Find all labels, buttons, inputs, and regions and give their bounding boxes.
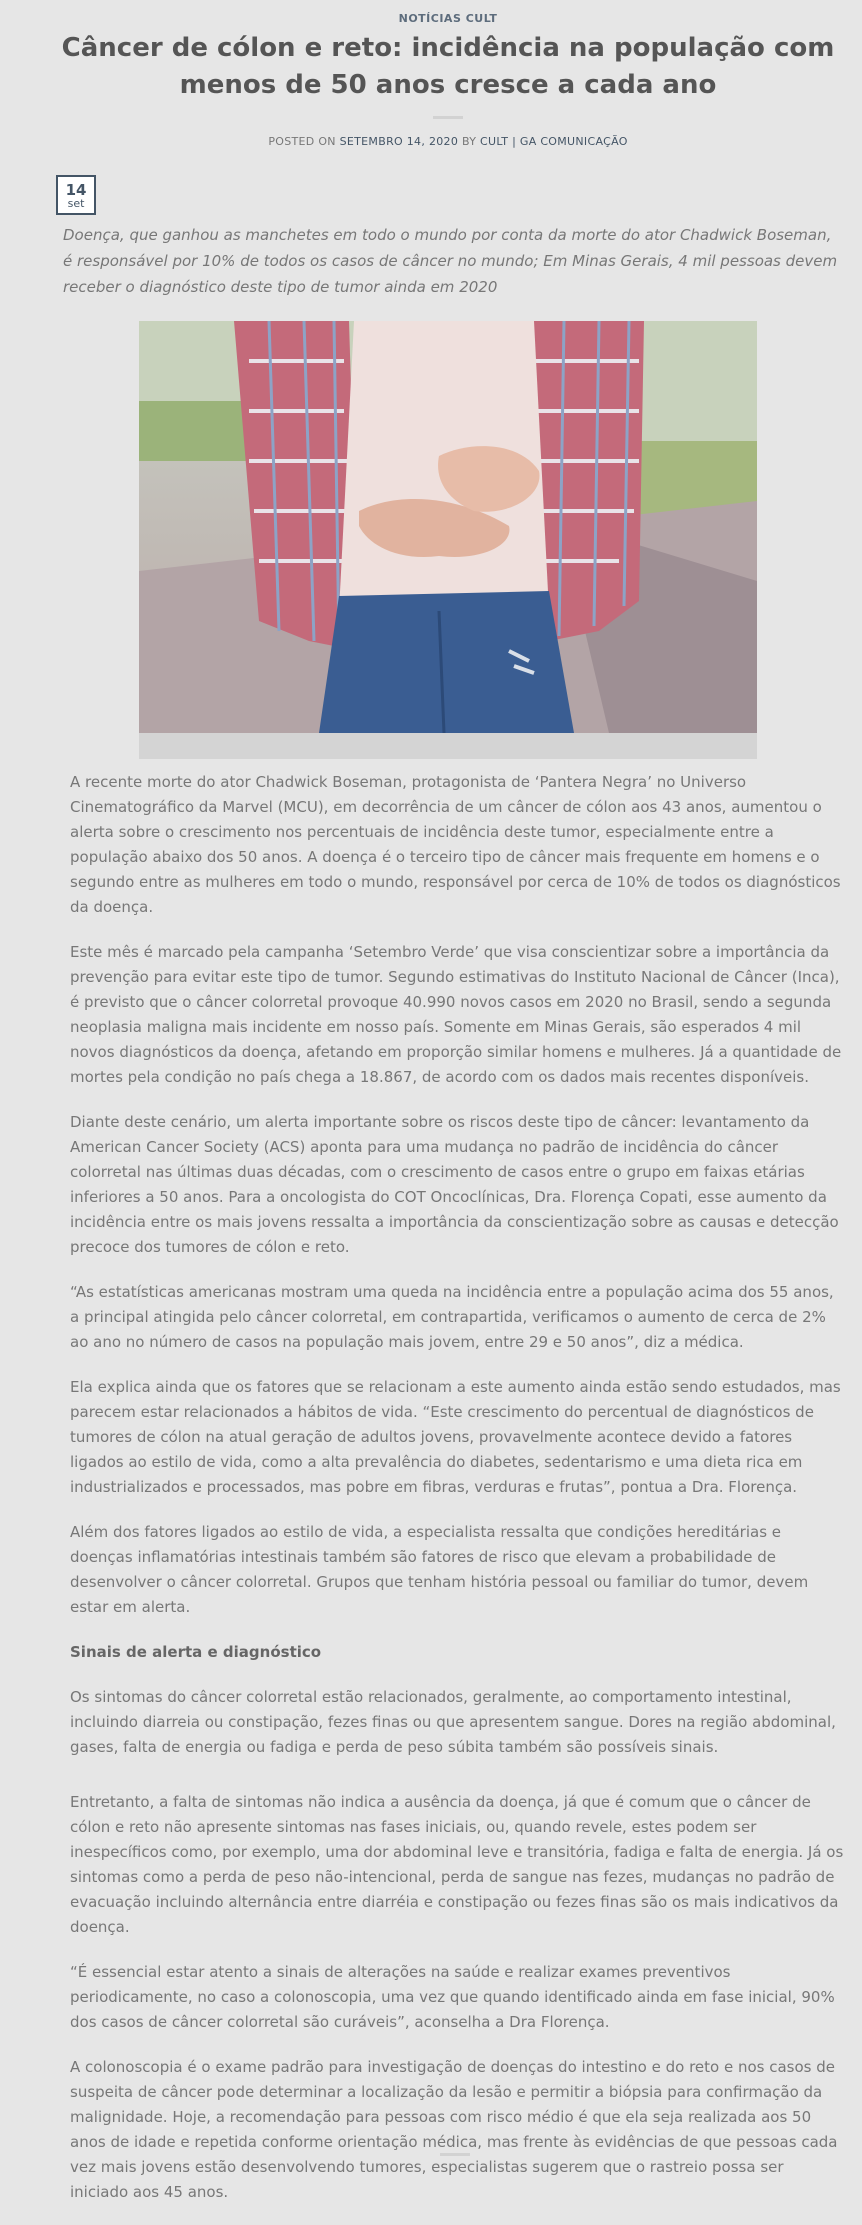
section-subheading: Sinais de alerta e diagnóstico xyxy=(70,1643,322,1661)
article-paragraph: A colonoscopia é o exame padrão para investigação de doenças do intestino e do reto e nos casos de suspeita de câncer pode determinar a localização da lesão e permitir a biópsia para confirmação da malignidade. Hoje, a recomendação para pessoas com risco médio é que ela seja realizada aos 50 anos de idade e repetida conforme orientação médica, mas frente às evidências de que pessoas cada vez mais jovens estão desenvolvendo tumores, especialistas sugerem que o rastreio possa ser iniciado aos 45 anos. xyxy=(70,2058,838,2201)
page-title: Câncer de cólon e reto: incidência na população com menos de 50 anos cresce a cada ano xyxy=(61,33,835,100)
article-paragraph: “As estatísticas americanas mostram uma queda na incidência entre a população acima dos 55 anos, a principal atingida pelo câncer colorretal, em contrapartida, verificamos o aumento de cerca de 2% ao ano no número de casos na população mais jovem, entre 29 e 50 anos”, diz a médica. xyxy=(70,1283,834,1351)
article-lead: Doença, que ganhou as manchetes em todo o mundo por conta da morte do ator Chadwick Boseman, é responsável por 10% de todos os casos de câncer no mundo; Em Minas Gerais, 4 mil pessoas devem receber o diagnóstico deste tipo de tumor ainda em 2020 xyxy=(63,226,838,296)
article-paragraph: Os sintomas do câncer colorretal estão relacionados, geralmente, ao comportamento intestinal, incluindo diarreia ou constipação, fezes finas ou que apresentem sangue. Dores na região abdominal, gases, falta de energia ou fadiga e perda de peso súbita também são possíveis sinais. xyxy=(70,1688,836,1756)
hero-image xyxy=(139,321,757,759)
article-paragraph: A recente morte do ator Chadwick Boseman, protagonista de ‘Pantera Negra’ no Universo Cinematográfico da Marvel (MCU), em decorrência de um câncer de cólon aos 43 anos, aumentou o alerta sobre o crescimento nos percentuais de incidência deste tumor, especialmente entre a população abaixo dos 50 anos. A doença é o terceiro tipo de câncer mais frequente em homens e o segundo entre as mulheres em todo o mundo, responsável por cerca de 10% de todos os diagnósticos da doença. xyxy=(70,773,841,916)
article-paragraph: “É essencial estar atento a sinais de alterações na saúde e realizar exames preventivos periodicamente, no caso a colonoscopia, uma vez que quando identificado ainda em fase inicial, 90% dos casos de câncer colorretal são curáveis”, aconselha a Dra Florença. xyxy=(70,1963,835,2031)
date-badge xyxy=(56,175,96,215)
posted-on-label: POSTED ON xyxy=(268,135,336,148)
post-category-link[interactable]: NOTÍCIAS CULT xyxy=(398,12,498,25)
date-badge-month: set xyxy=(67,197,85,210)
article-paragraph: Entretanto, a falta de sintomas não indica a ausência da doença, já que é comum que o câncer de cólon e reto não apresente sintomas nas fases iniciais, ou, quando revele, estes podem ser inespecíficos como, por exemplo, uma dor abdominal leve e transitória, fadiga e falta de energia. Já os sintomas como a perda de peso não-intencional, perda de sangue nas fezes, mudanças no padrão de evacuação incluindo alternância entre diarréia e constipação ou fezes finas são os mais indicativos da doença. xyxy=(70,1793,844,1936)
article-body xyxy=(70,770,846,2225)
article-paragraph: Diante deste cenário, um alerta importante sobre os riscos deste tipo de câncer: levantamento da American Cancer Society (ACS) aponta para uma mudança no padrão de incidência do câncer colorretal nas últimas duas décadas, com o crescimento de casos entre o grupo em faixas etárias inferiores a 50 anos. Para a oncologista do COT Oncoclínicas, Dra. Florença Copati, esse aumento da incidência entre os mais jovens ressalta a importância da conscientização sobre as causas e detecção precoce dos tumores de cólon e reto. xyxy=(70,1113,839,1256)
article-paragraph: Ela explica ainda que os fatores que se relacionam a este aumento ainda estão sendo estudados, mas parecem estar relacionados a hábitos de vida. “Este crescimento do percentual de diagnósticos de tumores de cólon na atual geração de adultos jovens, provavelmente acontece devido a fatores ligados ao estilo de vida, como a alta prevalência do diabetes, sedentarismo e uma dieta rica em industrializados e processados, mas pobre em fibras, verduras e frutas”, pontua a Dra. Florença. xyxy=(70,1378,841,1496)
article-paragraph: Este mês é marcado pela campanha ‘Setembro Verde’ que visa conscientizar sobre a importância da prevenção para evitar este tipo de tumor. Segundo estimativas do Instituto Nacional de Câncer (Inca), é previsto que o câncer colorretal provoque 40.990 novos casos em 2020 no Brasil, sendo a segunda neoplasia maligna mais incidente em nosso país. Somente em Minas Gerais, são esperados 4 mil novos diagnósticos da doença, afetando em proporção similar homens e mulheres. Já a quantidade de mortes pela condição no país chega a 18.867, de acordo com os dados mais recentes disponíveis. xyxy=(70,943,842,1086)
title-divider xyxy=(433,116,463,119)
hero-photo-illustration xyxy=(139,321,757,733)
bottom-divider xyxy=(440,2153,470,2156)
post-meta xyxy=(0,135,862,148)
article-paragraph: Além dos fatores ligados ao estilo de vida, a especialista ressalta que condições hereditárias e doenças inflamatórias intestinais também são fatores de risco que elevam a probabilidade de desenvolver o câncer colorretal. Grupos que tenham história pessoal ou familiar do tumor, devem estar em alerta. xyxy=(70,1523,809,1616)
post-date-link[interactable]: SETEMBRO 14, 2020 xyxy=(339,135,459,148)
by-label: BY xyxy=(461,135,477,148)
date-badge-day: 14 xyxy=(65,181,87,199)
author-link[interactable]: CULT | GA COMUNICAÇÃO xyxy=(480,135,628,148)
